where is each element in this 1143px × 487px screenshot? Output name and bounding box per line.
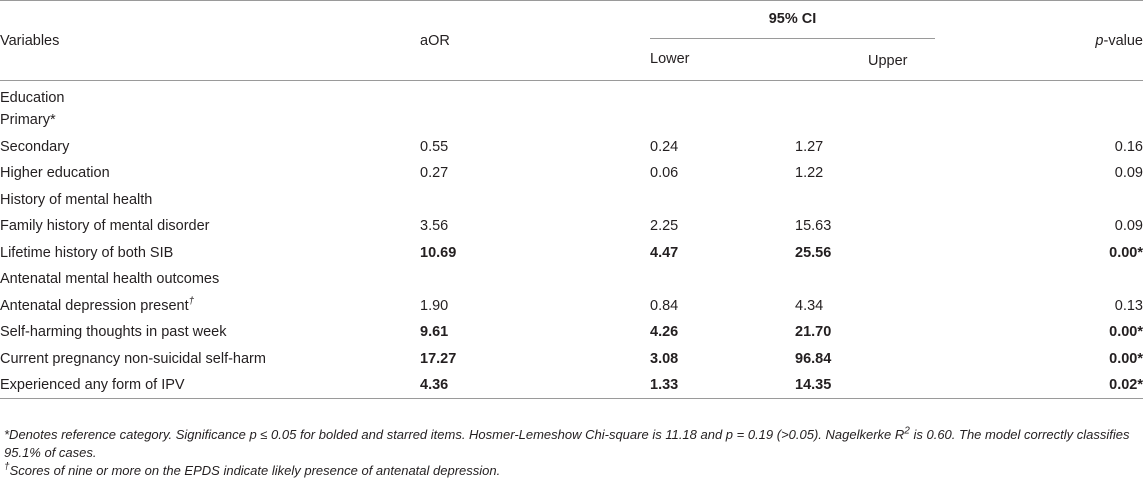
ci-upper-cell: 96.84 [795,350,832,367]
ci-upper-cell: 1.27 [795,138,824,155]
aor-cell: 1.90 [420,297,449,314]
p-value-cell: 0.16 [1114,138,1143,155]
header-variables [0,1,420,81]
variable-label: Experienced any form of IPV [0,377,185,393]
group-row [0,187,1143,214]
aor-cell: 3.56 [420,218,449,235]
ci-lower-cell: 3.08 [650,350,679,367]
p-value-cell: 0.00* [1109,350,1143,367]
p-value-cell: 0.13 [1114,297,1143,314]
aor-cell: 9.61 [420,324,449,341]
table-footnotes [4,426,1134,480]
header-aor-label: aOR [420,32,450,49]
aor-cell: 10.69 [420,244,457,261]
group-row [0,81,1143,108]
table-body [0,81,1143,399]
variable-label: Antenatal depression present [0,297,189,314]
table-row [0,346,1143,373]
ci-upper-cell: 1.22 [795,165,824,182]
variable-cell [0,107,420,134]
header-p-rest: -value [1103,32,1143,49]
ci-upper-cell: 14.35 [795,372,1080,399]
header-upper-label: Upper [868,52,908,69]
aor-cell [420,107,650,134]
ci-header-label: 95% CI [768,11,817,27]
variable-label: Current pregnancy non-suicidal self-harm [0,350,266,367]
ci-lower-cell: 1.33 [650,372,795,399]
ci-lower-cell: 4.47 [650,244,679,261]
header-p-value [1080,1,1143,81]
variable-label: Lifetime history of both SIB [0,244,174,261]
ci-header-block [650,0,935,38]
ci-lower-cell: 0.06 [650,165,679,182]
footnote-1-text-a: *Denotes reference category. Significance p ≤ 0.05 for bolded and starred items. Hosmer-Lemeshow Chi-square is 11.18 and p = 0.19 (>0.05). Nagelkerke R [4,427,905,442]
ci-upper-cell: 4.34 [795,297,824,314]
p-value-cell: 0.09 [1114,165,1143,182]
header-variables-label: Variables [0,32,60,49]
variable-cell [0,346,420,373]
footnote-1-sup: 2 [904,425,910,437]
variable-cell [0,319,420,346]
table-row [0,213,1143,240]
table-row [0,319,1143,346]
p-value-cell [1080,107,1143,134]
group-label: Education [0,90,65,106]
header-p-italic: p [1095,32,1104,49]
ci-upper-cell: 15.63 [795,218,832,235]
group-row [0,266,1143,293]
table-row [0,293,1143,320]
ci-lower-cell: 2.25 [650,218,679,235]
table-header [0,1,1143,81]
footnote-epds [4,462,1134,480]
variable-cell [0,213,420,240]
p-value-cell: 0.02* [1080,372,1143,399]
variable-cell [0,372,420,399]
ci-upper-cell: 25.56 [795,244,832,261]
header-aor [420,1,650,81]
p-value-cell: 0.00* [1109,324,1143,341]
table-row [0,240,1143,267]
ci-header-rule [650,38,935,39]
variable-cell [0,134,420,161]
p-value-cell: 0.09 [1114,218,1143,235]
ci-lower-cell: 4.26 [650,324,679,341]
table-row [0,134,1143,161]
ci-lower-cell [650,107,795,134]
variable-cell [0,240,420,267]
variable-label: Higher education [0,165,110,182]
table-row [0,160,1143,187]
footnote-reference [4,426,1134,462]
p-value-cell: 0.00* [1109,244,1143,261]
variable-label: Secondary [0,138,70,155]
footnote-1-text-b: is 0.60. The model correctly classifies 95.1% of cases. [4,427,1130,460]
ci-lower-cell: 0.24 [650,138,679,155]
aor-cell: 0.27 [420,165,449,182]
variable-label: Family history of mental disorder [0,218,210,235]
ci-upper-cell [795,107,1080,134]
ci-upper-cell: 21.70 [795,324,832,341]
aor-cell: 0.55 [420,138,449,155]
ci-lower-cell: 0.84 [650,297,679,314]
group-label: History of mental health [0,191,153,208]
footnote-2-dagger: † [4,461,10,473]
footnote-2-text: Scores of nine or more on the EPDS indicate likely presence of antenatal depression. [9,463,501,478]
variable-footnote-mark: † [188,295,195,307]
table-row [0,372,1143,399]
aor-cell: 17.27 [420,350,457,367]
group-label: Antenatal mental health outcomes [0,271,220,288]
variable-label: Primary* [0,112,56,129]
header-lower-label: Lower [650,51,690,68]
variable-label: Self-harming thoughts in past week [0,324,227,341]
variable-cell [0,293,420,320]
aor-cell: 4.36 [420,372,650,399]
header-lower [650,39,1080,81]
variable-cell [0,160,420,187]
table-row [0,107,1143,134]
